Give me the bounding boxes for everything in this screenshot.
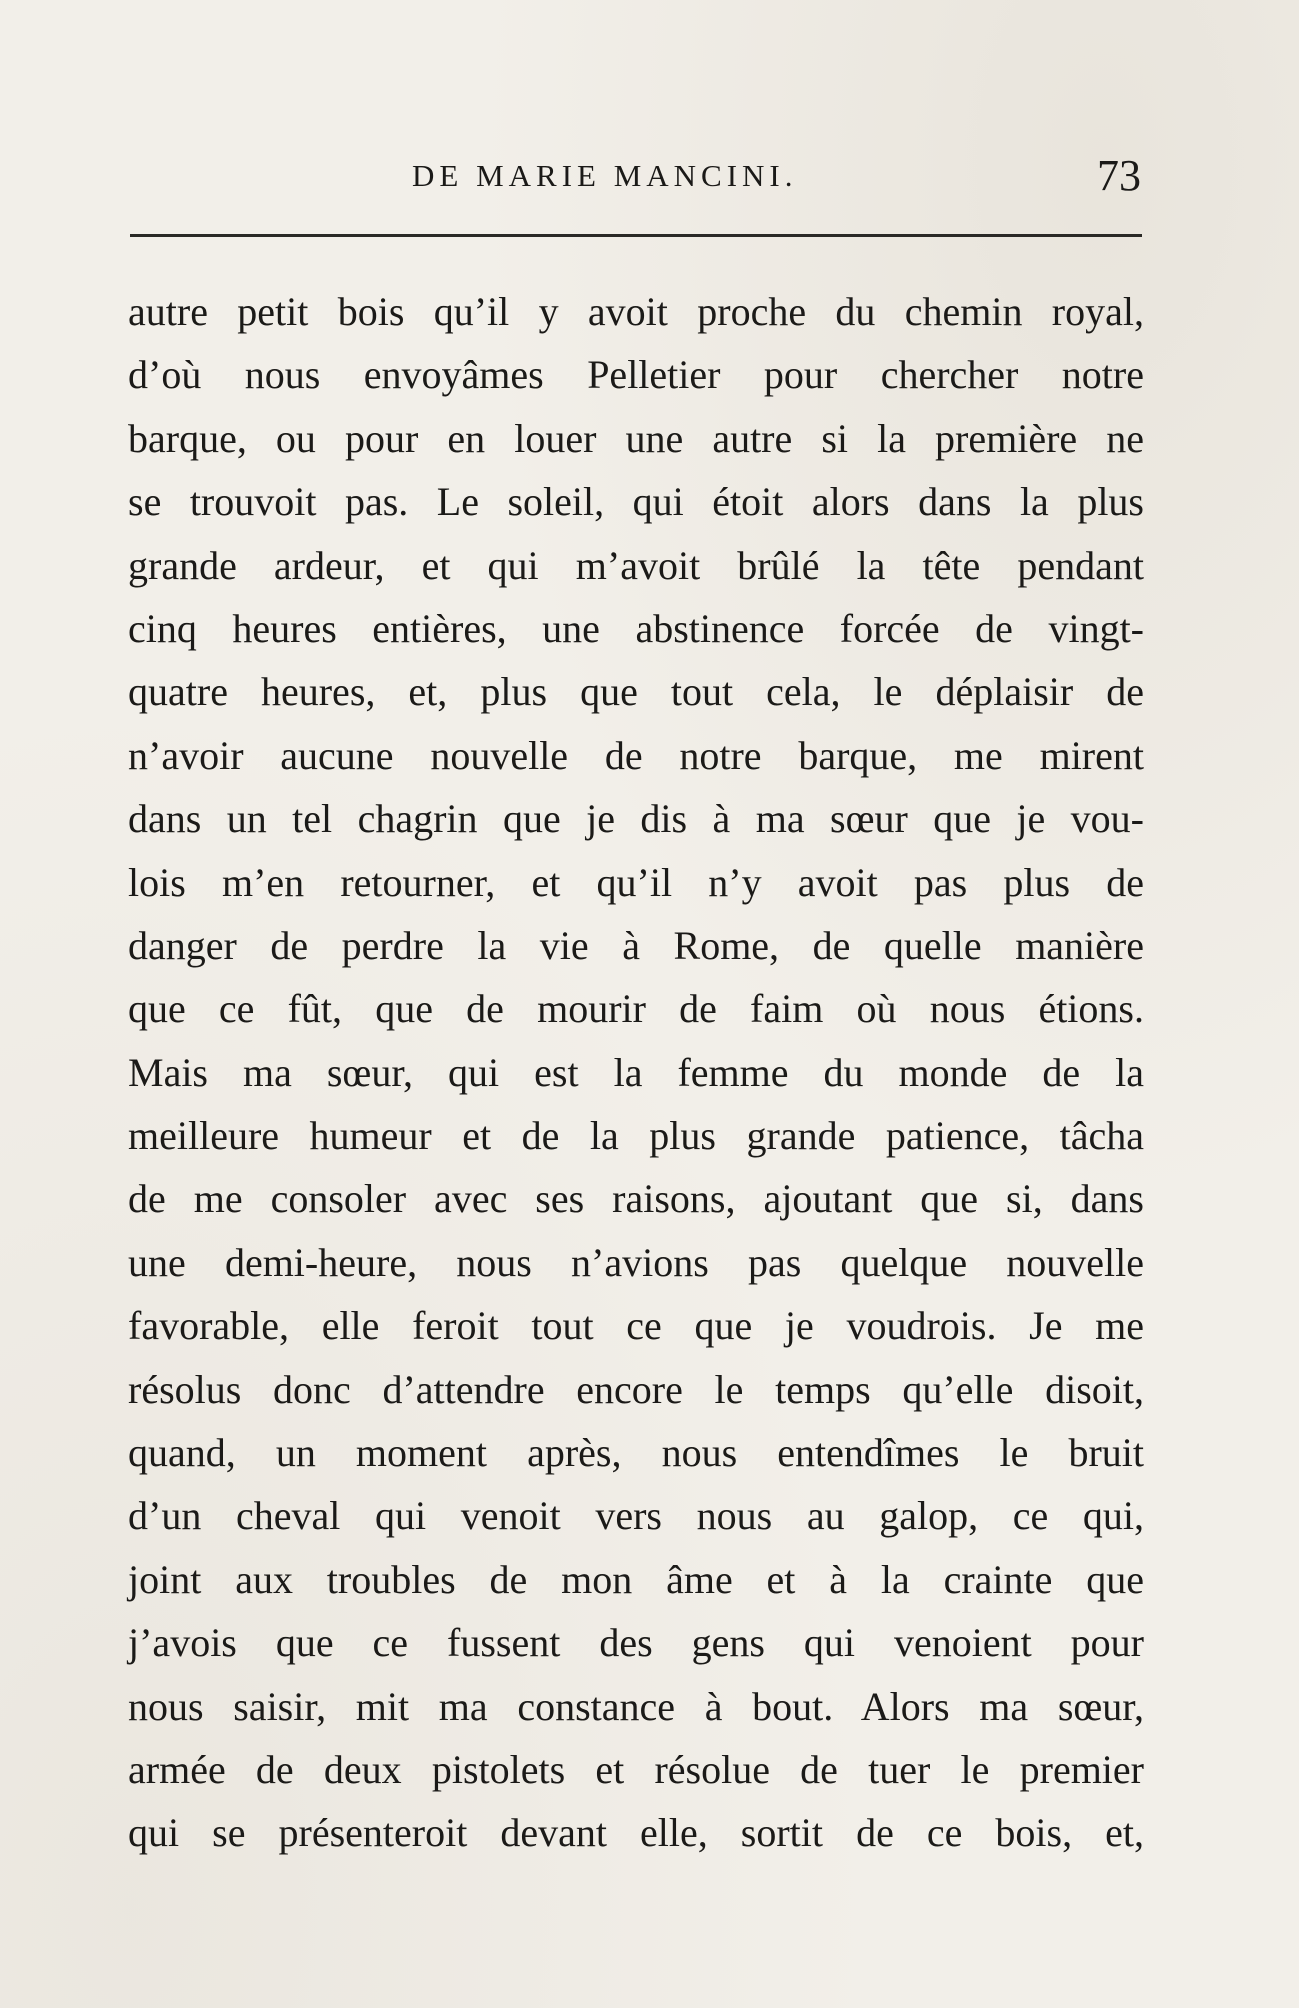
text-line: meilleure humeur et de la plus grande patience, tâcha [128, 1113, 1144, 1159]
text-line: d’où nous envoyâmes Pelletier pour chercher notre [128, 352, 1144, 398]
text-line: Mais ma sœur, qui est la femme du monde de la [128, 1049, 1144, 1095]
text-line: d’un cheval qui venoit vers nous au galop, ce qui, [128, 1493, 1144, 1539]
text-line: n’avoir aucune nouvelle de notre barque, me mirent [128, 732, 1144, 778]
text-line: autre petit bois qu’il y avoit proche du chemin royal, [128, 289, 1144, 334]
running-head [0, 150, 1299, 210]
text-line: favorable, elle feroit tout ce que je voudrois. Je me [128, 1303, 1144, 1349]
text-line: dans un tel chagrin que je dis à ma sœur que je vou- [128, 796, 1144, 842]
text-line: de me consoler avec ses raisons, ajoutant que si, dans [128, 1176, 1144, 1222]
text-line: barque, ou pour en louer une autre si la première ne [128, 415, 1144, 461]
text-line: joint aux troubles de mon âme et à la crainte que [128, 1556, 1144, 1602]
text-line: danger de perdre la vie à Rome, de quelle manière [128, 922, 1144, 968]
body-text [128, 280, 1144, 1865]
text-line: qui se présenteroit devant elle, sortit de ce bois, et, [128, 1810, 1144, 1856]
text-line: armée de deux pistolets et résolue de tuer le premier [128, 1746, 1144, 1792]
text-line: quatre heures, et, plus que tout cela, le déplaisir de [128, 669, 1144, 715]
text-line: résolus donc d’attendre encore le temps qu’elle disoit, [128, 1366, 1144, 1412]
text-line: quand, un moment après, nous entendîmes le bruit [128, 1430, 1144, 1476]
text-line: nous saisir, mit ma constance à bout. Alors ma sœur, [128, 1683, 1144, 1729]
running-title: DE MARIE MANCINI. [412, 158, 798, 193]
text-line: se trouvoit pas. Le soleil, qui étoit alors dans la plus [128, 479, 1144, 525]
text-line: une demi-heure, nous n’avions pas quelque nouvelle [128, 1239, 1144, 1285]
text-line: grande ardeur, et qui m’avoit brûlé la tête pendant [128, 542, 1144, 588]
text-line: cinq heures entières, une abstinence forcée de vingt- [128, 605, 1144, 651]
text-line: lois m’en retourner, et qu’il n’y avoit pas plus de [128, 859, 1144, 905]
header-rule [130, 234, 1142, 237]
page-number: 73 [1097, 151, 1141, 200]
text-line: que ce fût, que de mourir de faim où nous étions. [128, 986, 1144, 1032]
text-line: j’avois que ce fussent des gens qui venoient pour [128, 1620, 1144, 1666]
